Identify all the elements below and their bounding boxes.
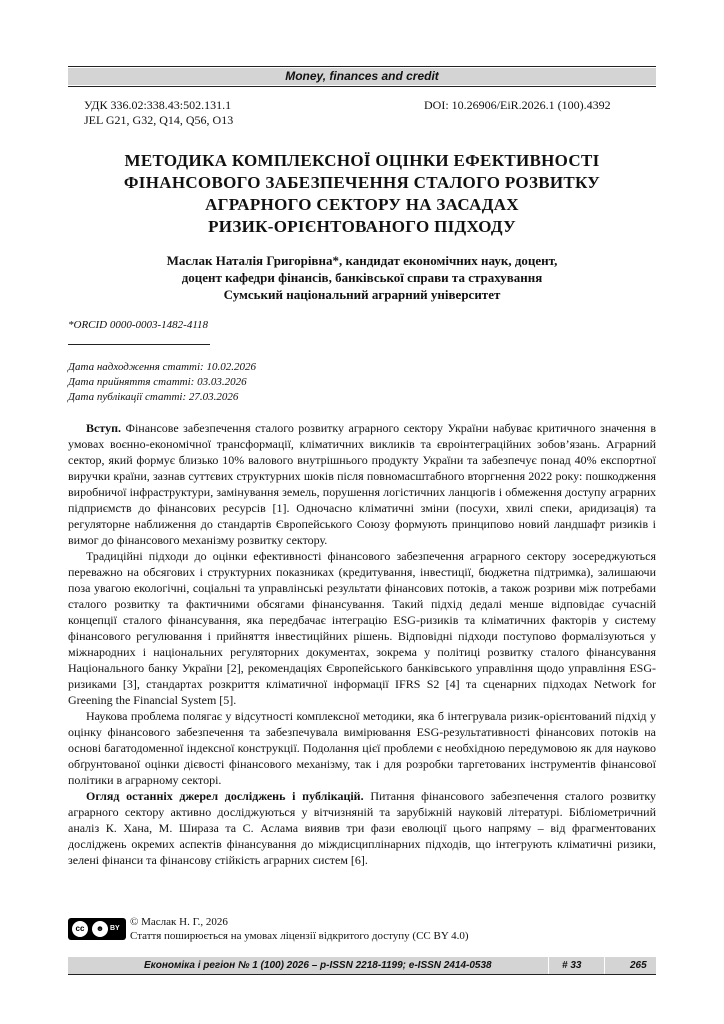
author-line: доцент кафедри фінансів, банківської справи та страхування [181, 270, 543, 285]
paragraph-text: Питання фінансового забезпечення сталого розвитку аграрного сектору активно досліджуються у вітчизняній та зарубіжній науковій літературі. Бібліометричний аналіз К. Хана, М. Шираза та С. Аслама виявив три фази еволюції цього напряму – від фрагментованих досліджень окремих аспектів фінансування до міждисциплінарних підходів, що інтегрують кліматичні ризики, зелені фінанси та фінансову стійкість аграрних систем [6]. [68, 789, 656, 867]
paragraph [68, 420, 656, 548]
license-text: Стаття поширюється на умовах ліцензії відкритого доступу (CC BY 4.0) [130, 930, 469, 942]
header-top-rule [68, 66, 656, 67]
cc-by-badge [68, 918, 126, 940]
header-bottom-rule [68, 86, 656, 87]
article-dates [68, 360, 256, 405]
doi: DOI: 10.26906/EiR.2026.1 (100).4392 [424, 98, 611, 112]
paragraph [68, 708, 656, 788]
date-accepted: Дата прийняття статті: 03.03.2026 [68, 376, 247, 388]
author-block [68, 252, 656, 303]
title-line: ФІНАНСОВОГО ЗАБЕЗПЕЧЕННЯ СТАЛОГО РОЗВИТКУ [123, 173, 601, 192]
journal-section-title: Money, finances and credit [285, 69, 439, 83]
copyright: © Маслак Н. Г., 2026 [130, 916, 228, 928]
footer-rule [68, 974, 656, 975]
footnote-rule [68, 344, 210, 345]
by-person-icon: ☻ [92, 921, 108, 937]
license-block [130, 915, 469, 943]
date-published: Дата публікації статті: 27.03.2026 [68, 391, 239, 403]
paragraph-text: Наукова проблема полягає у відсутності комплексної методики, яка б інтегрувала ризик-орієнтований підхід у оцінку фінансового забезпечення та забезпечувала вимірювання ESG-результативності фінансових потоків на основі багатодоменної індексної конструкції. Подолання цієї проблеми є необхідною передумовою як для науково обґрунтованої оцінки дієвості фінансового механізму, так і для розробки таргетованих інструментів фінансової політики в аграрному секторі. [68, 709, 656, 787]
article-body [68, 420, 656, 868]
paragraph-text: Традиційні підходи до оцінки ефективності фінансового забезпечення аграрного сектору зосереджуються переважно на обсягових і структурних показниках (кредитування, інвестиції, бюджетна підтримка), залишаючи поза увагою екологічні, соціальні та управлінські результати фінансових потоків, а також розриви між потребами сталого розвитку та фактичними обсягами фінансування. Такий підхід дедалі менше відповідає сучасній концепції сталого фінансування, яка передбачає інтеграцію ESG-ризиків та кліматичних факторів у систему фінансового регулювання і прийняття інвестиційних рішень. Відповідні підходи поступово формалізуються у міжнародних і національних регуляторних документах, зокрема у політиці розвитку сталого фінансування Національного банку України [2], рекомендаціях Європейського банківського управління щодо управління ESG-ризиками [3], стандартах розкриття кліматичної інформації IFRS S2 [4] та сценарних підходах Network for Greening the Financial System [5]. [68, 549, 656, 707]
page-number: 265 [630, 960, 647, 971]
title-line: РИЗИК-ОРІЄНТОВАНОГО ПІДХОДУ [208, 217, 516, 236]
paragraph [68, 788, 656, 868]
footer-divider [548, 957, 549, 974]
author-line: Сумський національний аграрний університет [223, 287, 501, 302]
footer-journal: Економіка і регіон № 1 (100) 2026 – p-ISSN 2218-1199; e-ISSN 2414-0538 [144, 960, 492, 971]
orcid: *ORCID 0000-0003-1482-4118 [68, 319, 209, 331]
section-heading: Огляд останніх джерел досліджень і публікацій. [86, 789, 364, 803]
title-line: МЕТОДИКА КОМПЛЕКСНОЇ ОЦІНКИ ЕФЕКТИВНОСТІ [124, 151, 600, 170]
udc-code: УДК 336.02:338.43:502.131.1 [84, 98, 232, 112]
date-received: Дата надходження статті: 10.02.2026 [68, 361, 256, 373]
title-line: АГРАРНОГО СЕКТОРУ НА ЗАСАДАХ [205, 195, 519, 214]
paragraph [68, 548, 656, 708]
author-line: Маслак Наталія Григорівна*, кандидат економічних наук, доцент, [166, 253, 558, 268]
jel-codes: JEL G21, G32, Q14, Q56, O13 [84, 113, 234, 127]
cc-icon: cc [72, 921, 88, 937]
paragraph-text: Фінансове забезпечення сталого розвитку аграрного сектору України набуває критичного значення в умовах воєнно-економічної трансформації, кліматичних викликів та євроінтеграційних зобов’язань. Аграрний сектор, який формує близько 10% валового внутрішнього продукту України та забезпечує понад 40% експортної виручки країни, зазнав суттєвих структурних шоків після повномасштабного вторгнення 2022 року: пошкодження виробничої інфраструктури, замінування земель, порушення логістичних ланцюгів і обмеження доступу аграрних підприємств до фінансових ресурсів [1]. Одночасно кліматичні зміни (посухи, хвилі спеки, аридизація) та регуляторне наближення до стандартів Європейського Союзу формують принципово новий ландшафт ризиків і вимог до фінансового механізму розвитку сектору. [68, 421, 656, 547]
badge-label: BY [110, 925, 120, 932]
footer-divider [604, 957, 605, 974]
section-heading: Вступ. [86, 421, 121, 435]
article-title [68, 150, 656, 238]
footer-issue: # 33 [562, 960, 582, 971]
